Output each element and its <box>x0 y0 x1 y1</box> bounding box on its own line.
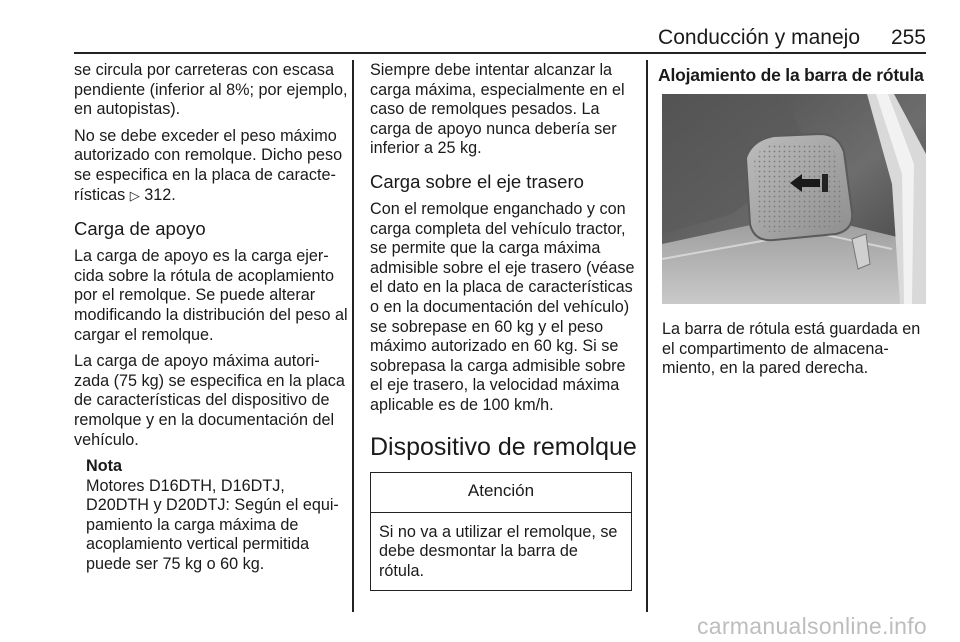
heading-alojamiento: Alojamiento de la barra de rótula <box>658 65 924 85</box>
heading-carga-de-apoyo: Carga de apoyo <box>74 218 206 240</box>
column-right <box>658 61 926 386</box>
note-text: Motores D16DTH, D16DTJ, D20DTH y D20DTJ: Según el equipamiento la carga máxima de acoplamiento vertical permitida puede ser 75 kg o 60 kg. <box>86 476 339 574</box>
storage-compartment-photo <box>662 94 926 304</box>
note-label: Nota <box>86 457 122 476</box>
section-title: Dispositivo de remolque <box>370 432 637 461</box>
column-left <box>74 61 348 575</box>
figure-caption: La barra de rótula está guardada en el compartimento de almacenamiento, en la pared derecha. <box>662 320 921 378</box>
page-reference-link[interactable]: 312. <box>144 185 176 204</box>
watermark-text: carmanualsonline.info <box>696 613 927 639</box>
paragraph: La carga de apoyo máxima autorizada (75 kg) se especifica en la placa de características del dispositivo de remolque y en la documentación del vehículo. <box>74 352 345 449</box>
paragraph: Siempre debe intentar alcanzar la carga máxima, especialmente en el caso de remolques pesados. La carga de apoyo nunca debería ser inferior a 25 kg. <box>370 61 625 158</box>
triangle-arrow-icon[interactable]: ▷ <box>129 188 140 204</box>
warning-title: Atención <box>371 473 631 513</box>
header-rule <box>74 52 926 54</box>
warning-text: Si no va a utilizar el remolque, se debe desmontar la barra de rótula. <box>379 522 618 580</box>
heading-carga-eje-trasero: Carga sobre el eje trasero <box>370 170 584 192</box>
paragraph: Con el remolque enganchado y con carga completa del vehículo tractor, se permite que la carga máxima admisible sobre el eje trasero (véase el dato en la placa de características o en la documentación del vehículo) se sobrepase en 60 kg y el peso máximo autorizado en 60 kg. Si se sobrepasa la carga admisible sobre el eje trasero, la velocidad máxima aplicable es de 100 km/h. <box>370 199 635 414</box>
paragraph: La carga de apoyo es la carga ejercida sobre la rótula de acoplamiento por el remolque. Se puede alterar modificando la distribución del peso al cargar el remolque. <box>74 247 348 344</box>
column-divider-1 <box>352 60 354 612</box>
header-title: Conducción y manejo <box>658 26 860 49</box>
paragraph: se circula por carreteras con escasa pendiente (inferior al 8%; por ejemplo, en autopistas). <box>74 61 348 119</box>
warning-box <box>370 472 632 592</box>
note-block <box>86 457 348 575</box>
column-divider-2 <box>646 60 648 612</box>
paragraph-text: No se debe exceder el peso máximo autorizado con remolque. Dicho peso se especifica en la placa de características <box>74 126 343 204</box>
page-number: 255 <box>890 26 926 49</box>
paragraph <box>74 127 348 206</box>
column-middle <box>370 61 638 591</box>
